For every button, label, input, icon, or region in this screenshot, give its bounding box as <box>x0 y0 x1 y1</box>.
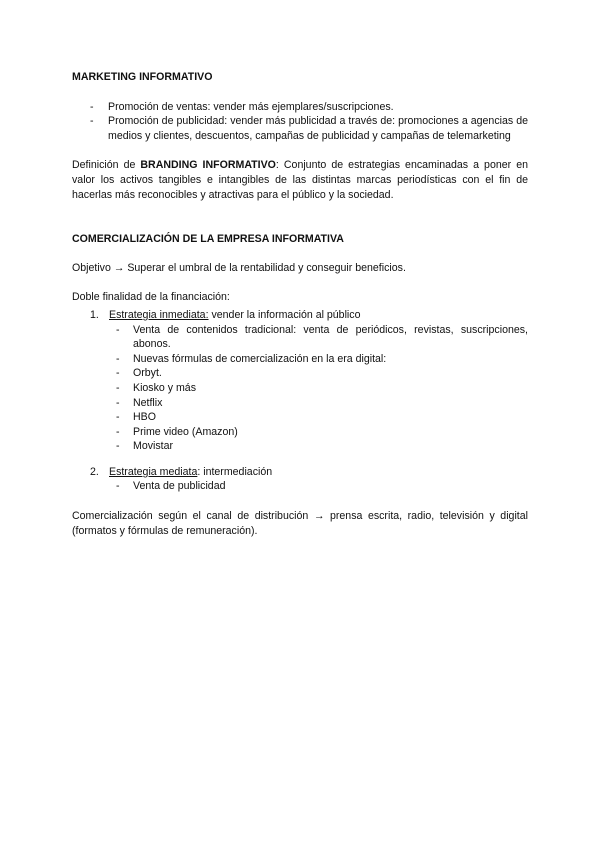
list-item: - Orbyt. <box>116 366 528 381</box>
objetivo-text: Objetivo → Superar el umbral de la rentabilidad y conseguir beneficios. <box>72 261 406 274</box>
strategy-name: Estrategia mediata <box>109 465 198 478</box>
comercializacion-heading: COMERCIALIZACIÓN DE LA EMPRESA INFORMATIVA <box>72 233 344 246</box>
branding-text: : Conjunto de estrategias encaminadas a poner en valor los activos tangibles e intangibles de las distintas marcas periodísticas con el fin de hacerlas más reconocibles y atractivas para el público y la sociedad. <box>72 159 528 201</box>
canal-distribucion-text: Comercialización según el canal de distribución → prensa escrita, radio, televisión y digital (formatos y fórmulas de remuneración). <box>72 510 528 537</box>
strategy-item-1 <box>72 308 528 323</box>
list-item: - Kiosko y más <box>116 381 528 396</box>
strategy-item-2 <box>72 465 528 480</box>
marketing-heading: MARKETING INFORMATIVO <box>72 71 213 83</box>
list-item: - Prime video (Amazon) <box>116 425 528 440</box>
marketing-list <box>72 100 528 144</box>
strategy-1-sublist <box>72 323 528 454</box>
strategy-description: : intermediación <box>197 465 273 478</box>
branding-term: BRANDING INFORMATIVO <box>140 159 276 172</box>
doble-finalidad-text: Doble finalidad de la financiación: <box>72 291 230 304</box>
list-item: - Venta de contenidos tradicional: venta de periódicos, revistas, suscripciones, abonos. <box>116 323 528 352</box>
list-item: - Promoción de ventas: vender más ejemplares/suscripciones. <box>72 100 528 115</box>
strategy-number: 1. <box>90 308 99 321</box>
list-item: - Promoción de publicidad: vender más publicidad a través de: promociones a agencias de medios y clientes, descuentos, campañas de publicidad y campañas de telemarketing <box>72 114 528 143</box>
strategy-name: Estrategia inmediata: <box>109 308 209 321</box>
document-page <box>72 70 528 538</box>
strategy-2-sublist <box>72 479 528 494</box>
list-item: - Netflix <box>116 396 528 411</box>
list-item: - Nuevas fórmulas de comercialización en la era digital: <box>116 352 528 367</box>
list-item: - HBO <box>116 410 528 425</box>
branding-definition <box>72 158 528 202</box>
list-item: - Venta de publicidad <box>116 479 528 494</box>
branding-prefix: Definición de <box>72 159 141 172</box>
strategy-description: vender la información al público <box>208 308 361 321</box>
strategy-number: 2. <box>90 465 99 478</box>
list-item: - Movistar <box>116 439 528 454</box>
